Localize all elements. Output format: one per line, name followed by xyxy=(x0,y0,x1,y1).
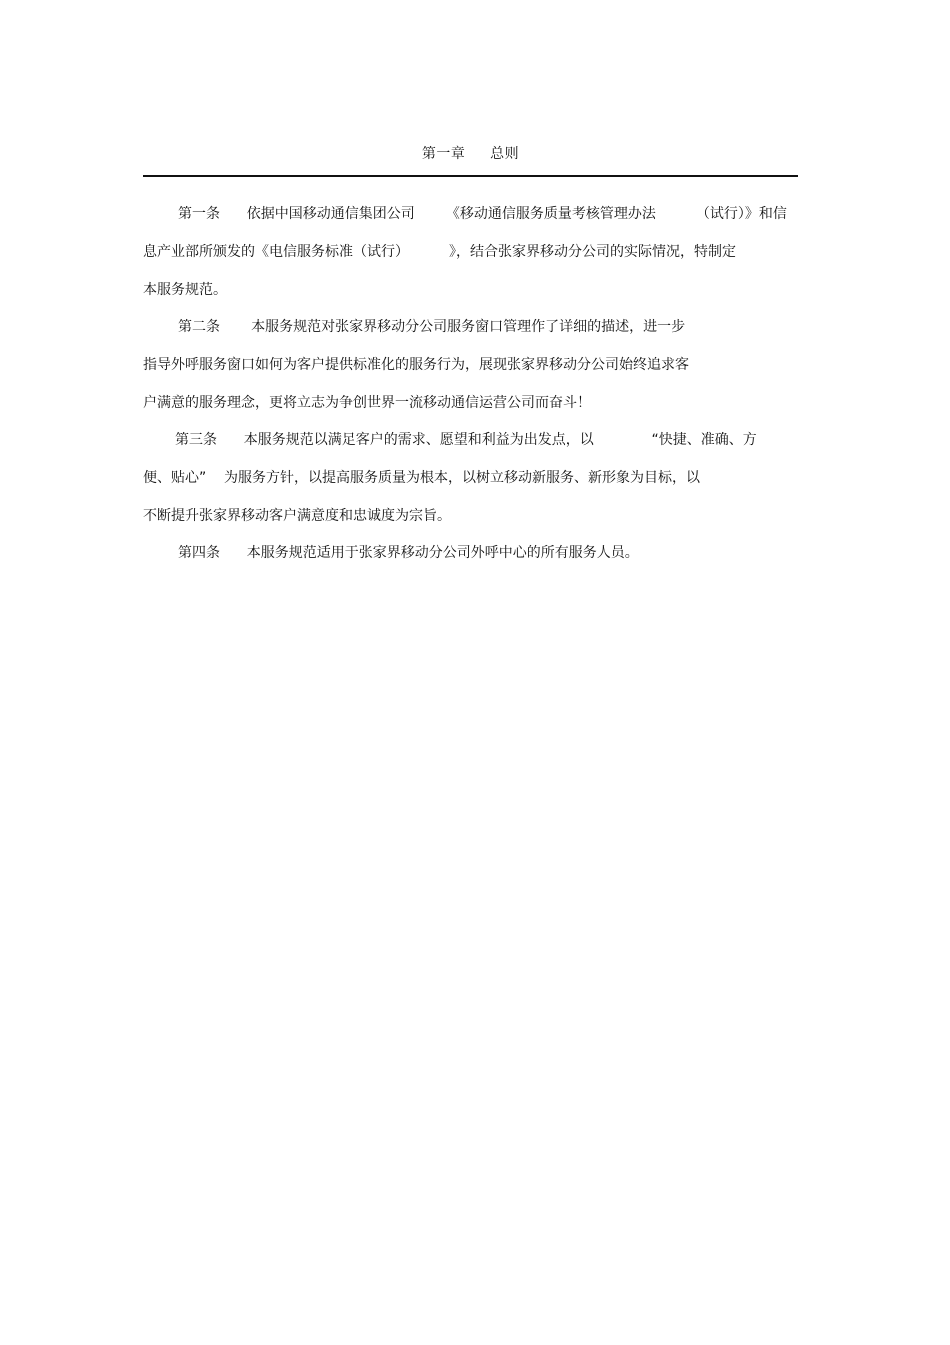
article-2-line-1: 第二条 本服务规范对张家界移动分公司服务窗口管理作了详细的描述，进一步 xyxy=(178,319,686,335)
article-4-line-1: 第四条 本服务规范适用于张家界移动分公司外呼中心的所有服务人员。 xyxy=(178,545,639,561)
article-3-line-1: 第三条 本服务规范以满足客户的需求、愿望和利益为出发点，以 “快捷、准确、方 xyxy=(175,432,757,448)
article-2-line-2: 指导外呼服务窗口如何为客户提供标准化的服务行为，展现张家界移动分公司始终追求客 xyxy=(143,357,689,373)
title-divider xyxy=(143,175,798,177)
article-1-line-3: 本服务规范。 xyxy=(143,282,227,298)
article-1-line-2: 息产业部所颁发的《电信服务标准（试行） 》，结合张家界移动分公司的实际情况，特制定 xyxy=(143,244,737,260)
chapter-title: 第一章 总则 xyxy=(421,146,520,162)
article-3-line-2: 便、贴心” 为服务方针，以提高服务质量为根本，以树立移动新服务、新形象为目标，以 xyxy=(143,470,701,486)
article-3-line-3: 不断提升张家界移动客户满意度和忠诚度为宗旨。 xyxy=(143,508,451,524)
article-1-line-1: 第一条 依据中国移动通信集团公司 《移动通信服务质量考核管理办法 （试行）》和信 xyxy=(178,206,787,222)
article-2-line-3: 户满意的服务理念，更将立志为争创世界一流移动通信运营公司而奋斗！ xyxy=(143,395,591,411)
